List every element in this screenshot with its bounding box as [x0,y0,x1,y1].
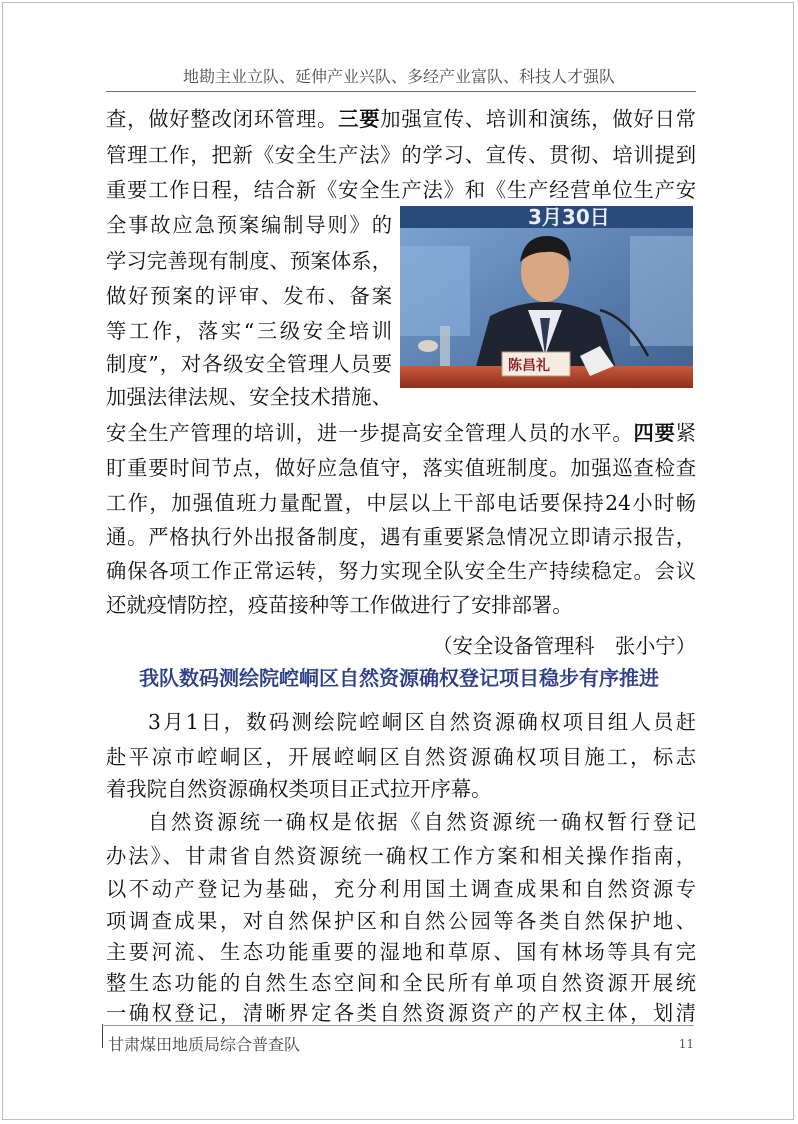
article-signature: （安全设备管理科 张小宁） [432,634,696,658]
body-line: 重要工作日程，结合新《安全生产法》和《生产经营单位生产安 [106,178,696,202]
footer-organization: 甘肃煤田地质局综合普查队 [108,1035,301,1054]
body-line: 自然资源统一确权是依据《自然资源统一确权暂行登记 [148,810,696,834]
body-line: 着我院自然资源确权类项目正式拉开序幕。 [106,777,492,801]
body-line: 学习完善现有制度、预案体系， [106,249,392,273]
body-line: 全事故应急预案编制导则》的 [106,213,392,237]
body-line: 管理工作，把新《安全生产法》的学习、宣传、贯彻、培训提到 [106,143,696,167]
emphasis-san-yao: 三要 [338,107,381,131]
body-line: 等工作，落实“三级安全培训 [106,319,392,343]
body-line: 一确权登记，清晰界定各类自然资源资产的产权主体，划清 [106,1001,696,1025]
body-line: 制度”，对各级安全管理人员要 [106,352,392,376]
article-title: 我队数码测绘院崆峒区自然资源确权登记项目稳步有序推进 [139,666,659,690]
page-number: 11 [678,1037,694,1051]
body-line: 整生态功能的自然生态空间和全民所有单项自然资源开展统 [106,971,696,995]
body-line: 确保各项工作正常运转，努力实现全队安全生产持续稳定。会议 [106,559,696,583]
backdrop-date-text: 3月30日 [528,206,610,229]
emphasis-si-yao: 四要 [633,421,676,445]
footer-rule [102,1025,694,1026]
body-line: 以不动产登记为基础，充分利用国土调查成果和自然资源专 [106,877,696,901]
meeting-speaker-photo [400,206,693,388]
body-line: 盯重要时间节点，做好应急值守，落实值班制度。加强巡查检查 [106,456,696,480]
body-line: 项调查成果，对自然保护区和自然公园等各类自然保护地、 [106,909,696,933]
body-line: 3月1日，数码测绘院崆峒区自然资源确权项目组人员赶 [148,710,696,734]
header-rule [106,91,696,92]
nameplate-text: 陈昌礼 [508,358,550,374]
body-line: 通。严格执行外出报备制度，遇有重要紧急情况立即请示报告， [106,525,696,549]
body-line: 工作，加强值班力量配置，中层以上干部电话要保持24小时畅 [106,491,696,515]
body-line: 主要河流、生态功能重要的湿地和草原、国有林场等具有完 [106,940,696,964]
body-line: 查，做好整改闭环管理。三要加强宣传、培训和演练，做好日常 [106,107,696,131]
body-line: 还就疫情防控，疫苗接种等工作做进行了安排部署。 [106,593,573,617]
body-line: 安全生产管理的培训，进一步提高安全管理人员的水平。四要紧 [106,421,696,445]
footer-vertical-rule [102,1024,103,1048]
body-line: 办法》、甘肃省自然资源统一确权工作方案和相关操作指南， [106,844,696,868]
body-line: 做好预案的评审、发布、备案 [106,284,392,308]
body-line: 加强法律法规、安全技术措施、 [106,385,392,409]
page-header: 地勘主业立队、延伸产业兴队、多经产业富队、科技人才强队 [182,67,615,86]
body-line: 赴平凉市崆峒区，开展崆峒区自然资源确权项目施工，标志 [106,745,696,769]
